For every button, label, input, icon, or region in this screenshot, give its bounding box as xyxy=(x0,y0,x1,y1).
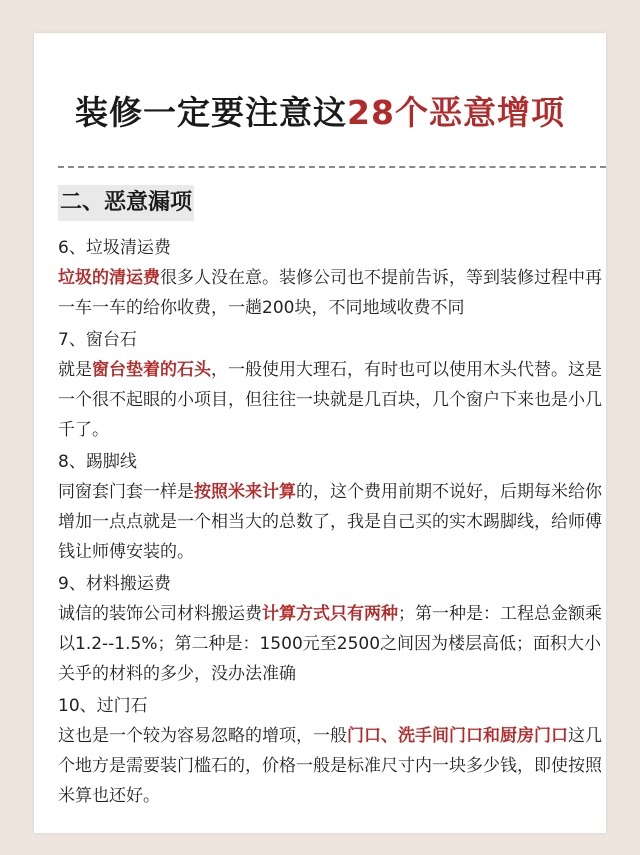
body-text: 就是 xyxy=(58,360,92,380)
highlight-text: 按照米来计算 xyxy=(194,482,296,502)
item-heading: 6、垃圾清运费 xyxy=(58,238,171,258)
item-body xyxy=(58,263,606,323)
item-body xyxy=(58,477,606,567)
item-body xyxy=(58,355,606,445)
list-item xyxy=(58,447,606,567)
article-card xyxy=(34,33,606,833)
item-list xyxy=(58,233,606,813)
item-heading: 7、窗台石 xyxy=(58,330,137,350)
body-text: 这也是一个较为容易忽略的增项，一般 xyxy=(58,726,347,746)
highlight-text: 垃圾的清运费 xyxy=(58,268,160,288)
list-item xyxy=(58,569,606,689)
body-text: 同窗套门套一样是 xyxy=(58,482,194,502)
item-heading: 9、材料搬运费 xyxy=(58,574,171,594)
body-text: 诚信的装饰公司材料搬运费 xyxy=(58,604,262,624)
item-body xyxy=(58,721,606,811)
dashed-divider xyxy=(58,166,606,168)
item-heading: 8、踢脚线 xyxy=(58,452,137,472)
page-title xyxy=(34,87,606,134)
section-title: 二、恶意漏项 xyxy=(58,185,194,221)
title-prefix: 装修一定要注意这 xyxy=(75,93,348,132)
list-item xyxy=(58,691,606,811)
item-body xyxy=(58,599,606,689)
body-text: 的，这个费用前期不说好，后期每米给你增加一点点就是一个相当大的总数了，我是自己买的实木踢脚线，给师傅钱让师傅安装的。 xyxy=(58,482,602,562)
highlight-text: 计算方式只有两种 xyxy=(262,604,398,624)
highlight-text: 窗台垫着的石头 xyxy=(92,360,211,380)
body-text: 很多人没在意。装修公司也不提前告诉，等到装修过程中再一车一车的给你收费，一趟200块，不同地域收费不同 xyxy=(58,268,602,318)
highlight-text: 门口、洗手间门口和厨房门口 xyxy=(347,726,568,746)
body-text: ，一般使用大理石，有时也可以使用木头代替。这是一个很不起眼的小项目，但往往一块就是几百块，几个窗户下来也是小几千了。 xyxy=(58,360,602,440)
body-text: 这几个地方是需要装门槛石的，价格一般是标准尺寸内一块多少钱，即使按照米算也还好。 xyxy=(58,726,602,806)
body-text: ；第一种是：工程总金额乘以1.2--1.5%；第二种是：1500元至2500之间因为楼层高低；面积大小关乎的材料的多少，没办法准确 xyxy=(58,604,602,684)
list-item xyxy=(58,233,606,323)
title-highlight: 28个恶意增项 xyxy=(347,93,565,132)
item-heading: 10、过门石 xyxy=(58,696,148,716)
list-item xyxy=(58,325,606,445)
